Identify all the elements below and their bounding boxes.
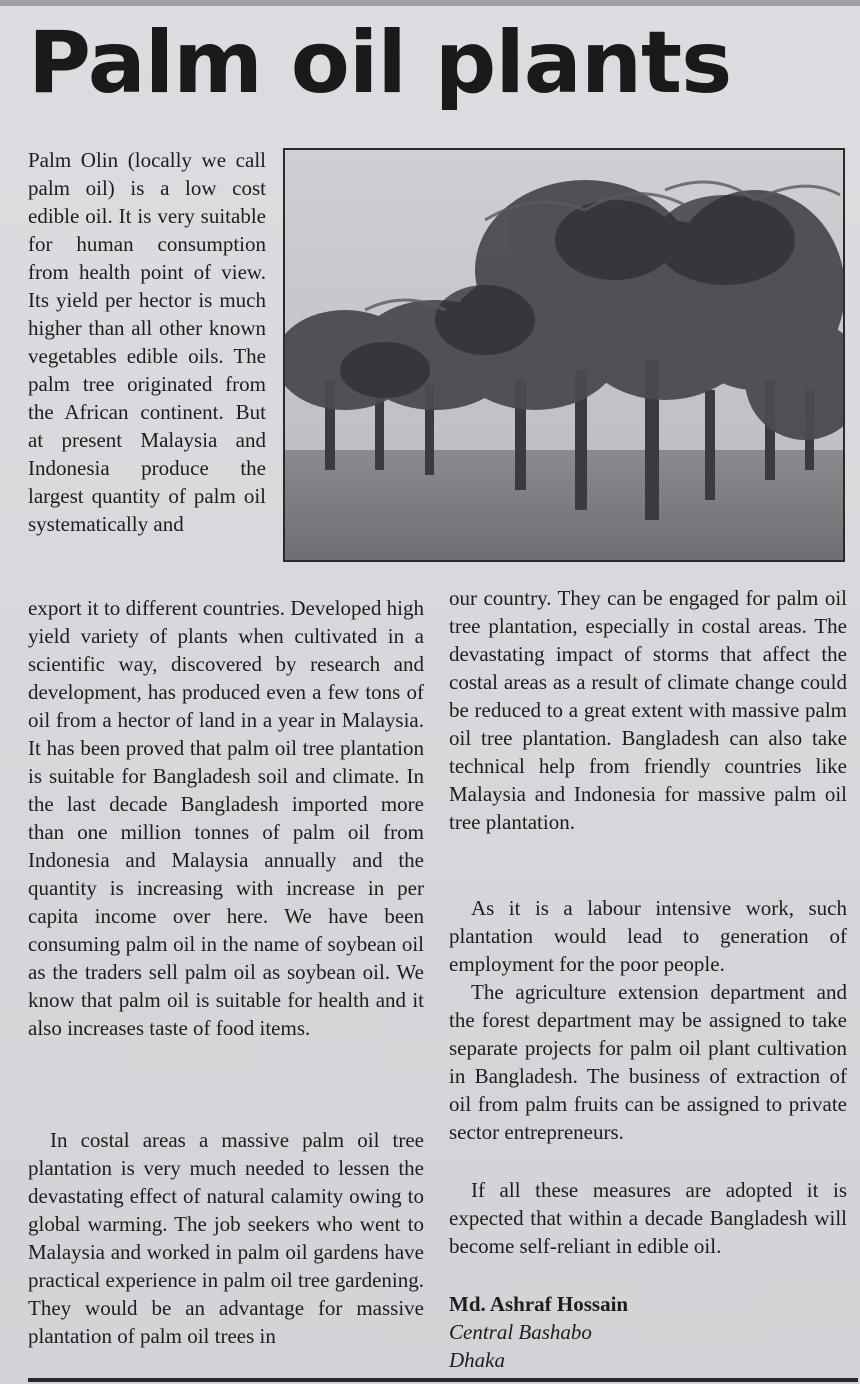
author-name: Md. Ashraf Hossain — [449, 1292, 629, 1316]
top-rule — [0, 0, 860, 6]
author-city: Dhaka — [449, 1348, 505, 1372]
paragraph-4: The agriculture extension department and the forest department may be assigned to take separate projects for palm oil plant cultivation in Bangladesh. The business of extraction of oil from palm fruits can be assigned to private sector entrepreneurs. — [449, 980, 847, 1144]
palm-trees-illustration — [285, 150, 843, 560]
paragraph-2-continued: our country. They can be engaged for palm oil tree plantation, especially in costal areas. The devastating impact of storms that affect the costal areas as a result of climate change could be reduced to a great extent with massive palm oil tree plantation. Bangladesh can also take technical help from friendly countries like Malaysia and Indonesia for massive palm oil tree plantation. — [449, 586, 847, 834]
bottom-rule — [28, 1378, 858, 1382]
paragraph-2: In costal areas a massive palm oil tree plantation is very much needed to lessen the devastating effect of natural calamity owing to global warming. The job seekers who went to Malaysia and worked in palm oil gardens have practical experience in palm oil tree gardening. They would be an advantage for massive plantation of palm oil trees in — [28, 1128, 424, 1348]
author-locality: Central Bashabo — [449, 1320, 592, 1344]
paragraph-3: As it is a labour intensive work, such plantation would lead to generation of employment for the poor people. — [449, 896, 847, 976]
paragraph-5: If all these measures are adopted it is expected that within a decade Bangladesh will become self-reliant in edible oil. — [449, 1178, 847, 1258]
palm-plantation-photo — [283, 148, 845, 562]
paragraph-intro: Palm Olin (locally we call palm oil) is a low cost edible oil. It is very suitable for human consumption from health point of view. Its yield per hector is much higher than all other known vegetables edible oils. The palm tree originated from the African continent. But at present Malaysia and Indonesia produce the largest quantity of palm oil systematically and — [28, 148, 266, 536]
paragraph-1-continued: export it to different countries. Developed high yield variety of plants when cultivated in a scientific way, discovered by research and development, has produced even a few tons of oil from a hector of land in a year in Malaysia. It has been proved that palm oil tree plantation is suitable for Bangladesh soil and climate. In the last decade Bangladesh imported more than one million tonnes of palm oil from Indonesia and Malaysia annually and the quantity is increasing with increase in per capita income over here. We have been consuming palm oil in the name of soybean oil as the traders sell palm oil as soybean oil. We know that palm oil is suitable for health and it also increases taste of food items. — [28, 596, 424, 1040]
headline: Palm oil plants — [28, 13, 732, 113]
